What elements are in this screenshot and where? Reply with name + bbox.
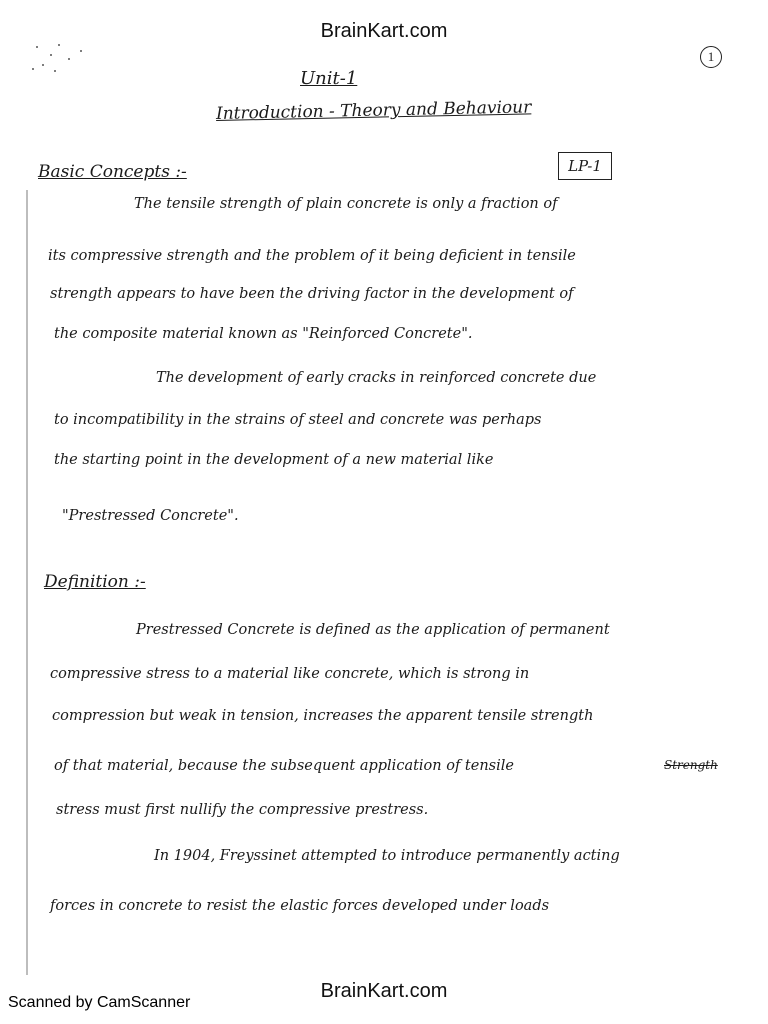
struck-word: Strength <box>664 758 718 772</box>
scan-specks <box>28 40 98 80</box>
scanner-label: Scanned by CamScanner <box>8 994 191 1011</box>
def-line-1: Prestressed Concrete is defined as the application of permanent <box>136 622 610 638</box>
basic-line-6: to incompatibility in the strains of steel and concrete was perhaps <box>54 412 542 428</box>
basic-line-3: strength appears to have been the driving factor in the development of <box>50 286 574 302</box>
definition-heading: Definition :- <box>44 572 146 592</box>
main-title: Introduction - Theory and Behaviour <box>215 97 532 124</box>
basic-concepts-heading: Basic Concepts :- <box>38 162 187 182</box>
def-line-6: In 1904, Freyssinet attempted to introduce permanently acting <box>154 848 620 864</box>
margin-line <box>26 190 28 975</box>
basic-line-1: The tensile strength of plain concrete is only a fraction of <box>134 196 558 212</box>
watermark-top: BrainKart.com <box>320 20 448 42</box>
watermark-bottom: BrainKart.com <box>320 980 448 1002</box>
def-line-4: of that material, because the subsequent application of tensile <box>54 758 514 774</box>
def-line-7: forces in concrete to resist the elastic forces developed under loads <box>50 898 550 914</box>
unit-title: Unit-1 <box>300 68 358 89</box>
basic-line-2: its compressive strength and the problem of it being deficient in tensile <box>48 248 576 264</box>
basic-line-8: "Prestressed Concrete". <box>62 508 239 524</box>
def-line-3: compression but weak in tension, increases the apparent tensile strength <box>52 708 594 724</box>
basic-line-7: the starting point in the development of a new material like <box>54 452 494 468</box>
page-number: 1 <box>700 46 722 68</box>
lesson-plan-box: LP-1 <box>558 152 612 180</box>
def-line-5: stress must first nullify the compressive prestress. <box>56 802 429 818</box>
basic-line-4: the composite material known as "Reinforced Concrete". <box>54 326 473 342</box>
basic-line-5: The development of early cracks in reinforced concrete due <box>156 370 597 386</box>
def-line-2: compressive stress to a material like concrete, which is strong in <box>50 666 530 682</box>
